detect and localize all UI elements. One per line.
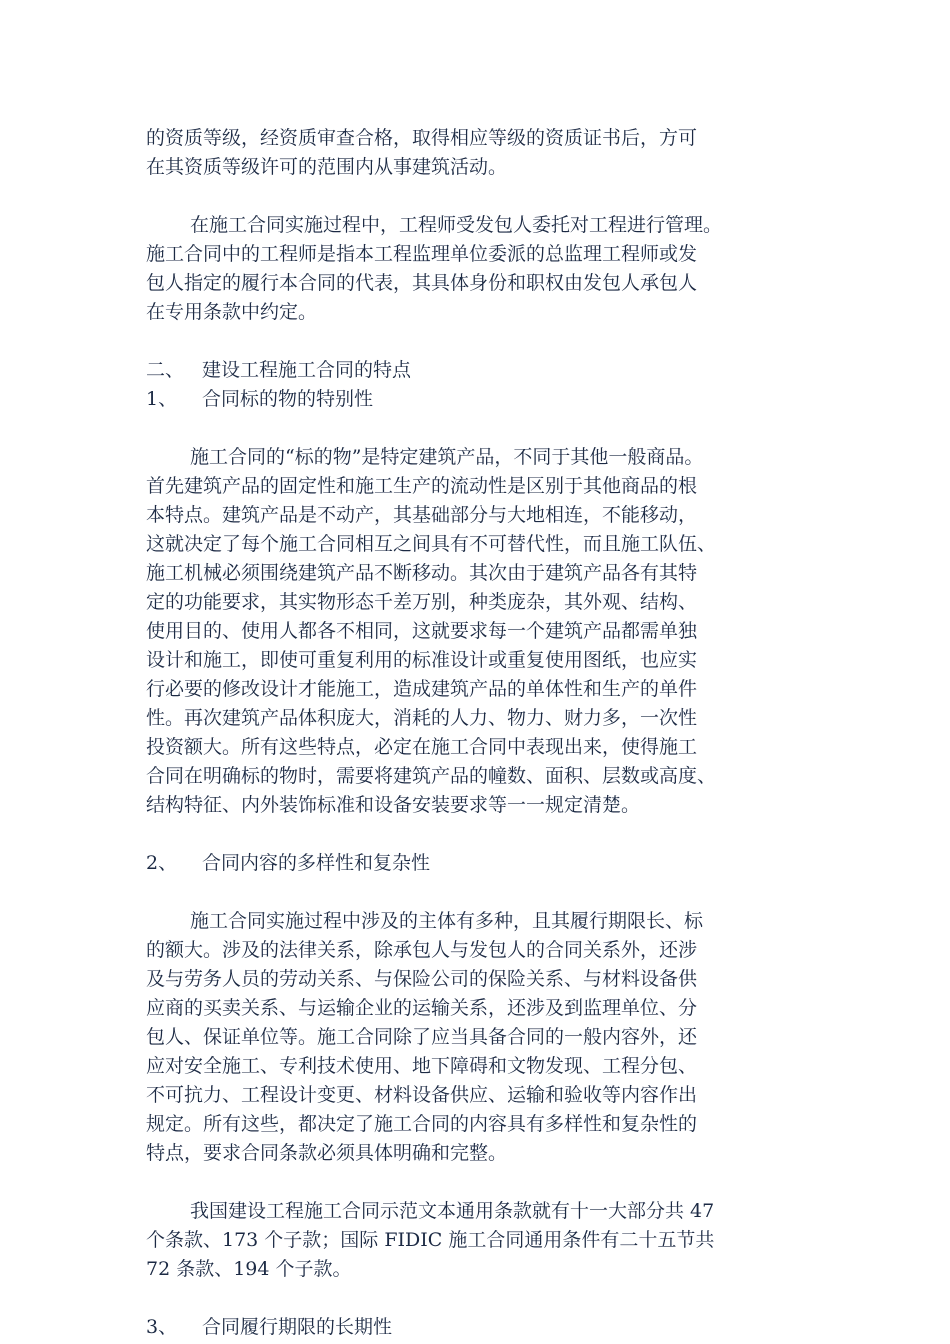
text-line: 不可抗力、工程设计变更、材料设备供应、运输和验收等内容作出	[146, 1084, 698, 1106]
text-line: 使用目的、使用人都各不相同，这就要求每一个建筑产品都需单独	[146, 620, 698, 642]
heading-number: 二、	[146, 359, 185, 381]
heading-number: 1、	[146, 388, 178, 410]
text-line: 的资质等级，经资质审查合格，取得相应等级的资质证书后，方可	[146, 127, 698, 149]
paragraph-clauses	[146, 1197, 814, 1284]
heading-number: 3、	[146, 1316, 178, 1338]
heading-text: 合同标的物的特别性	[202, 388, 374, 410]
text-line: 在专用条款中约定。	[146, 301, 318, 323]
text-line: 施工合同实施过程中涉及的主体有多种，且其履行期限长、标	[190, 910, 704, 932]
text-line: 定的功能要求，其实物形态千差万别，种类庞杂，其外观、结构、	[146, 591, 698, 613]
heading-text: 建设工程施工合同的特点	[202, 359, 412, 381]
text-line: 这就决定了每个施工合同相互之间具有不可替代性，而且施工队伍、	[146, 533, 717, 555]
heading-text: 合同内容的多样性和复杂性	[202, 852, 431, 874]
text-line: 我国建设工程施工合同示范文本通用条款就有十一大部分共 47	[190, 1200, 715, 1222]
text-line: 及与劳务人员的劳动关系、与保险公司的保险关系、与材料设备供	[146, 968, 698, 990]
text-line: 在其资质等级许可的范围内从事建筑活动。	[146, 156, 508, 178]
text-line: 首先建筑产品的固定性和施工生产的流动性是区别于其他商品的根	[146, 475, 698, 497]
subsection-heading	[146, 1313, 814, 1342]
heading-number: 2、	[146, 852, 178, 874]
text-line: 个条款、173 个子款；国际 FIDIC 施工合同通用条件有二十五节共	[146, 1229, 715, 1251]
subsection-heading	[146, 849, 814, 878]
text-line: 施工合同的“标的物”是特定建筑产品，不同于其他一般商品。	[190, 446, 704, 468]
text-line: 72 条款、194 个子款。	[146, 1258, 352, 1280]
text-line: 应对安全施工、专利技术使用、地下障碍和文物发现、工程分包、	[146, 1055, 698, 1077]
paragraph-engineer	[146, 211, 814, 327]
text-line: 包人指定的履行本合同的代表，其具体身份和职权由发包人承包人	[146, 272, 698, 294]
document-body	[146, 124, 814, 1342]
paragraph-diversity	[146, 907, 814, 1168]
paragraph-subject-matter	[146, 443, 814, 820]
subsection-heading	[146, 385, 814, 414]
text-line: 施工机械必须围绕建筑产品不断移动。其次由于建筑产品各有其特	[146, 562, 698, 584]
text-line: 施工合同中的工程师是指本工程监理单位委派的总监理工程师或发	[146, 243, 698, 265]
text-line: 结构特征、内外装饰标准和设备安装要求等一一规定清楚。	[146, 794, 641, 816]
section-heading	[146, 356, 814, 385]
text-line: 包人、保证单位等。施工合同除了应当具备合同的一般内容外，还	[146, 1026, 698, 1048]
text-line: 应商的买卖关系、与运输企业的运输关系，还涉及到监理单位、分	[146, 997, 698, 1019]
text-line: 投资额大。所有这些特点，必定在施工合同中表现出来，使得施工	[146, 736, 698, 758]
text-line: 特点，要求合同条款必须具体明确和完整。	[146, 1142, 508, 1164]
text-line: 本特点。建筑产品是不动产，其基础部分与大地相连，不能移动，	[146, 504, 698, 526]
text-line: 性。再次建筑产品体积庞大，消耗的人力、物力、财力多，一次性	[146, 707, 698, 729]
paragraph-qualification	[146, 124, 814, 182]
heading-text: 合同履行期限的长期性	[202, 1316, 393, 1338]
text-line: 设计和施工，即使可重复利用的标准设计或重复使用图纸，也应实	[146, 649, 698, 671]
text-line: 规定。所有这些，都决定了施工合同的内容具有多样性和复杂性的	[146, 1113, 698, 1135]
text-line: 在施工合同实施过程中，工程师受发包人委托对工程进行管理。	[190, 214, 723, 236]
text-line: 合同在明确标的物时，需要将建筑产品的幢数、面积、层数或高度、	[146, 765, 717, 787]
text-line: 的额大。涉及的法律关系，除承包人与发包人的合同关系外，还涉	[146, 939, 698, 961]
text-line: 行必要的修改设计才能施工，造成建筑产品的单体性和生产的单件	[146, 678, 698, 700]
